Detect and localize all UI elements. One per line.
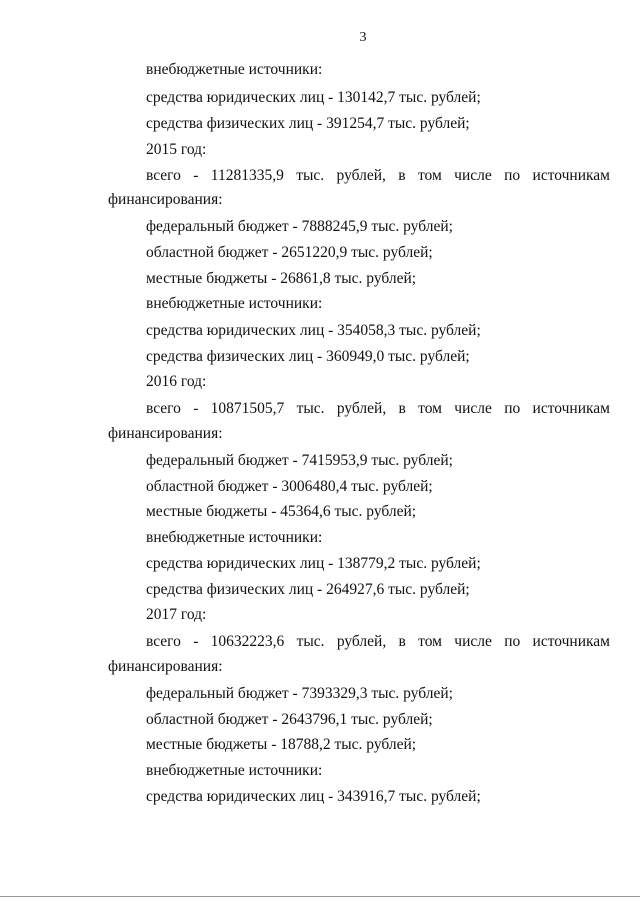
text-word: - (193, 167, 199, 184)
text-word: рублей, (336, 167, 386, 184)
text-word: числе (454, 633, 492, 650)
text-line: федеральный бюджет - 7393329,3 тыс. рублей; (146, 685, 453, 702)
text-word: по (504, 400, 521, 417)
text-word: тыс. (296, 167, 325, 184)
text-word: - (193, 400, 199, 417)
text-word: источникам (532, 167, 610, 184)
text-line: областной бюджет - 2643796,1 тыс. рублей; (146, 711, 433, 728)
year-heading-2017: 2017 год: (146, 606, 207, 623)
text-line: финансирования: (108, 425, 223, 442)
text-word: том (417, 167, 442, 184)
text-word: источникам (532, 633, 610, 650)
text-line: внебюджетные источники: (146, 295, 323, 312)
text-word: источникам (532, 400, 610, 417)
text-line: местные бюджеты - 26861,8 тыс. рублей; (146, 270, 417, 287)
text-word: 11281335,9 (210, 167, 284, 184)
text-word: всего (146, 167, 181, 184)
total-line-2015 (146, 168, 610, 184)
text-line: финансирования: (108, 191, 223, 208)
text-word: рублей, (336, 400, 387, 417)
text-line: местные бюджеты - 45364,6 тыс. рублей; (146, 503, 417, 520)
text-line: средства юридических лиц - 138779,2 тыс. рублей; (146, 555, 481, 572)
text-word: том (418, 400, 442, 417)
text-word: в (398, 400, 406, 417)
text-word: том (418, 633, 442, 650)
page-number: 3 (359, 30, 367, 45)
text-word: тыс. (296, 400, 325, 417)
text-line: средства физических лиц - 391254,7 тыс. рублей; (146, 115, 470, 132)
text-line: финансирования: (108, 658, 223, 675)
total-line-2017 (146, 634, 610, 650)
text-word: 10632223,6 (210, 633, 285, 650)
year-heading-2015: 2015 год: (146, 141, 207, 158)
text-line: областной бюджет - 2651220,9 тыс. рублей; (146, 244, 433, 261)
text-word: числе (454, 400, 492, 417)
text-line: федеральный бюджет - 7888245,9 тыс. рублей; (146, 218, 453, 235)
text-word: всего (146, 400, 181, 417)
text-line: средства юридических лиц - 343916,7 тыс. рублей; (146, 788, 481, 805)
text-line: средства физических лиц - 264927,6 тыс. рублей; (146, 581, 470, 598)
text-word: в (398, 633, 406, 650)
text-line: внебюджетные источники: (146, 762, 323, 779)
text-word: тыс. (296, 633, 325, 650)
text-line: федеральный бюджет - 7415953,9 тыс. рублей; (146, 452, 453, 469)
bottom-divider (0, 896, 640, 897)
text-line: средства юридических лиц - 130142,7 тыс. рублей; (146, 89, 481, 106)
text-line: внебюджетные источники: (146, 529, 323, 546)
text-word: 10871505,7 (210, 400, 285, 417)
text-word: числе (454, 167, 492, 184)
year-heading-2016: 2016 год: (146, 373, 207, 390)
text-word: рублей, (336, 633, 387, 650)
text-word: всего (146, 633, 181, 650)
text-word: - (193, 633, 199, 650)
text-line: местные бюджеты - 18788,2 тыс. рублей; (146, 736, 417, 753)
text-word: в (398, 167, 406, 184)
text-word: по (504, 633, 521, 650)
total-line-2016 (146, 401, 610, 417)
text-word: по (504, 167, 521, 184)
text-line: средства физических лиц - 360949,0 тыс. рублей; (146, 348, 470, 365)
text-line: средства юридических лиц - 354058,3 тыс. рублей; (146, 322, 481, 339)
text-line: областной бюджет - 3006480,4 тыс. рублей; (146, 478, 433, 495)
text-line: внебюджетные источники: (146, 61, 323, 78)
